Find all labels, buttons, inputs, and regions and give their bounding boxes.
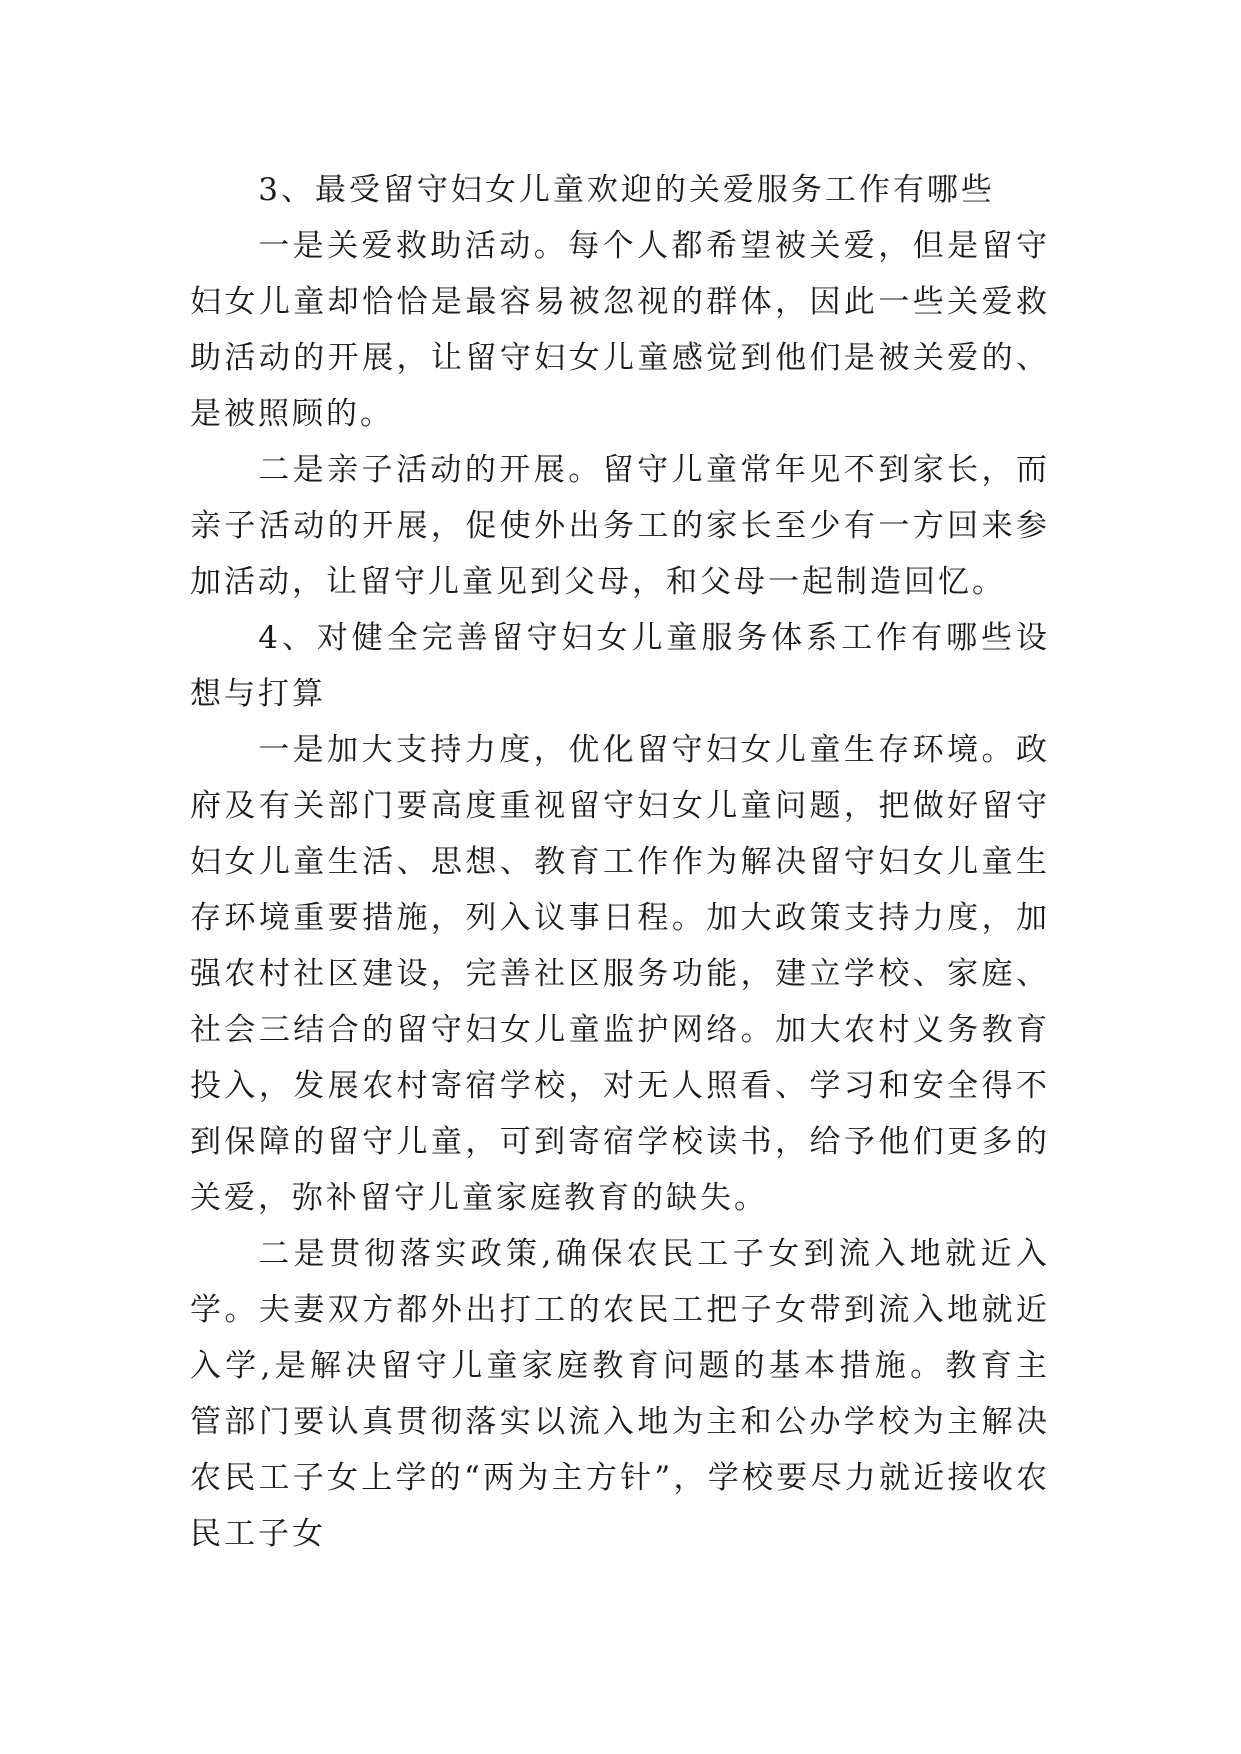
document-body: [190, 162, 1050, 1562]
paragraph-support-efforts: 一是加大支持力度，优化留守妇女儿童生存环境。政府及有关部门要高度重视留守妇女儿童问题，把做好留守妇女儿童生活、思想、教育工作作为解决留守妇女儿童生存环境重要措施，列入议事日程。加大政策支持力度，加强农村社区建设，完善社区服务功能，建立学校、家庭、社会三结合的留守妇女儿童监护网络。加大农村义务教育投入，发展农村寄宿学校，对无人照看、学习和安全得不到保障的留守儿童，可到寄宿学校读书，给予他们更多的关爱，弥补留守儿童家庭教育的缺失。: [190, 732, 1050, 1216]
paragraph-parent-child-activities: 二是亲子活动的开展。留守儿童常年见不到家长，而亲子活动的开展，促使外出务工的家长至少有一方回来参加活动，让留守儿童见到父母，和父母一起制造回忆。: [190, 452, 1050, 600]
paragraph-care-assistance: 一是关爱救助活动。每个人都希望被关爱，但是留守妇女儿童却恰恰是最容易被忽视的群体，因此一些关爱救助活动的开展，让留守妇女儿童感觉到他们是被关爱的、是被照顾的。: [190, 228, 1050, 432]
paragraph-policy-implementation: 二是贯彻落实政策,确保农民工子女到流入地就近入学。夫妻双方都外出打工的农民工把子女带到流入地就近入学,是解决留守儿童家庭教育问题的基本措施。教育主管部门要认真贯彻落实以流入地为主和公办学校为主解决农民工子女上学的“两为主方针”，学校要尽力就近接收农民工子女: [190, 1236, 1050, 1552]
section-heading-3: 3、最受留守妇女儿童欢迎的关爱服务工作有哪些: [258, 172, 995, 208]
section-heading-4: 4、对健全完善留守妇女儿童服务体系工作有哪些设想与打算: [190, 620, 1050, 712]
